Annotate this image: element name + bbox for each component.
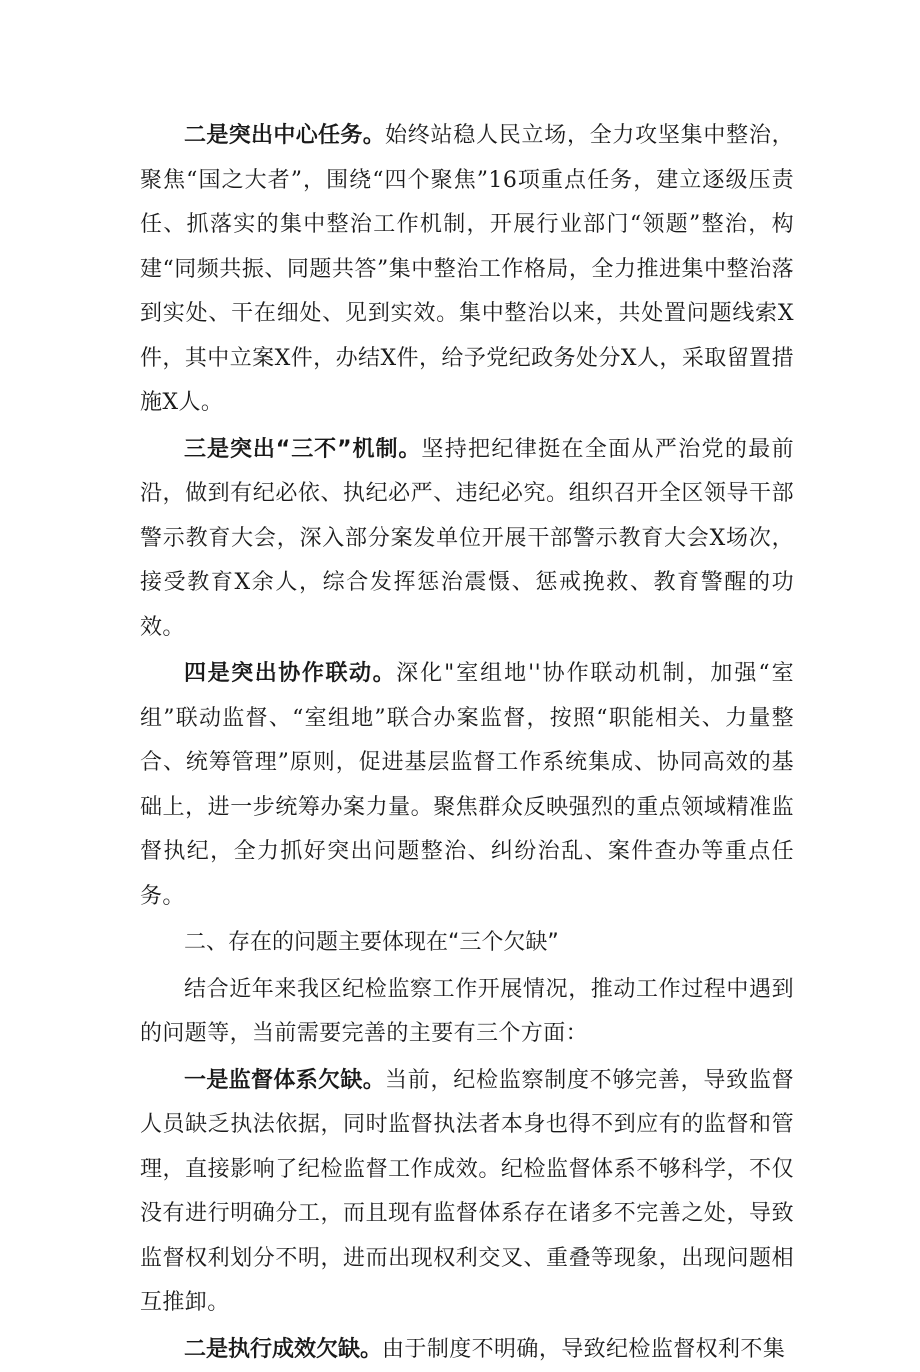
paragraph-lead: 二是执行成效欠缺。 bbox=[184, 1337, 382, 1362]
paragraph-body: 当前，纪检监察制度不够完善，导致监督人员缺乏执法依据，同时监督执法者本身也得不到应有的监督和管理，直接影响了纪检监督工作成效。纪检监督体系不够科学，不仅没有进行明确分工，而且现有监督体系存在诸多不完善之处，导致监督权利划分不明，进而出现权利交叉、重叠等现象，出现问题相互推卸。 bbox=[140, 1068, 794, 1316]
section-heading: 二、存在的问题主要体现在“三个欠缺” bbox=[140, 921, 794, 966]
paragraph-body: 由于制度不明确，导致纪检监督权利不集 bbox=[382, 1337, 785, 1362]
paragraph-supervision-system bbox=[140, 1059, 794, 1326]
paragraph-body: 坚持把纪律挺在全面从严治党的最前沿，做到有纪必依、执纪必严、违纪必究。组织召开全区领导干部警示教育大会，深入部分案发单位开展干部警示教育大会X场次，接受教育X余人，综合发挥惩治震慑、惩戒挽救、教育警醒的功效。 bbox=[140, 437, 794, 640]
section-intro: 结合近年来我区纪检监察工作开展情况，推动工作过程中遇到的问题等，当前需要完善的主要有三个方面： bbox=[140, 968, 794, 1057]
paragraph-lead: 三是突出“三不”机制。 bbox=[184, 437, 421, 462]
paragraph-lead: 四是突出协作联动。 bbox=[184, 661, 396, 686]
paragraph-central-tasks bbox=[140, 114, 794, 426]
paragraph-execution-effectiveness bbox=[140, 1328, 794, 1372]
paragraph-body: 深化"室组地''协作联动机制，加强“室组”联动监督、“室组地”联合办案监督，按照“职能相关、力量整合、统筹管理”原则，促进基层监督工作系统集成、协同高效的基础上，进一步统筹办案力量。聚焦群众反映强烈的重点领域精准监督执纪，全力抓好突出问题整治、纠纷治乱、案件查办等重点任务。 bbox=[140, 661, 794, 909]
paragraph-collaboration bbox=[140, 652, 794, 919]
paragraph-body: 始终站稳人民立场，全力攻坚集中整治，聚焦“国之大者”，围绕“四个聚焦”16项重点任务，建立逐级压责任、抓落实的集中整治工作机制，开展行业部门“领题”整治，构建“同频共振、同题共答”集中整治工作格局，全力推进集中整治落到实处、干在细处、见到实效。集中整治以来，共处置问题线索X件，其中立案X件，办结X件，给予党纪政务处分X人，采取留置措施X人。 bbox=[140, 123, 794, 415]
paragraph-lead: 一是监督体系欠缺。 bbox=[184, 1068, 385, 1093]
paragraph-three-nos-mechanism bbox=[140, 428, 794, 651]
paragraph-lead: 二是突出中心任务。 bbox=[184, 123, 385, 148]
